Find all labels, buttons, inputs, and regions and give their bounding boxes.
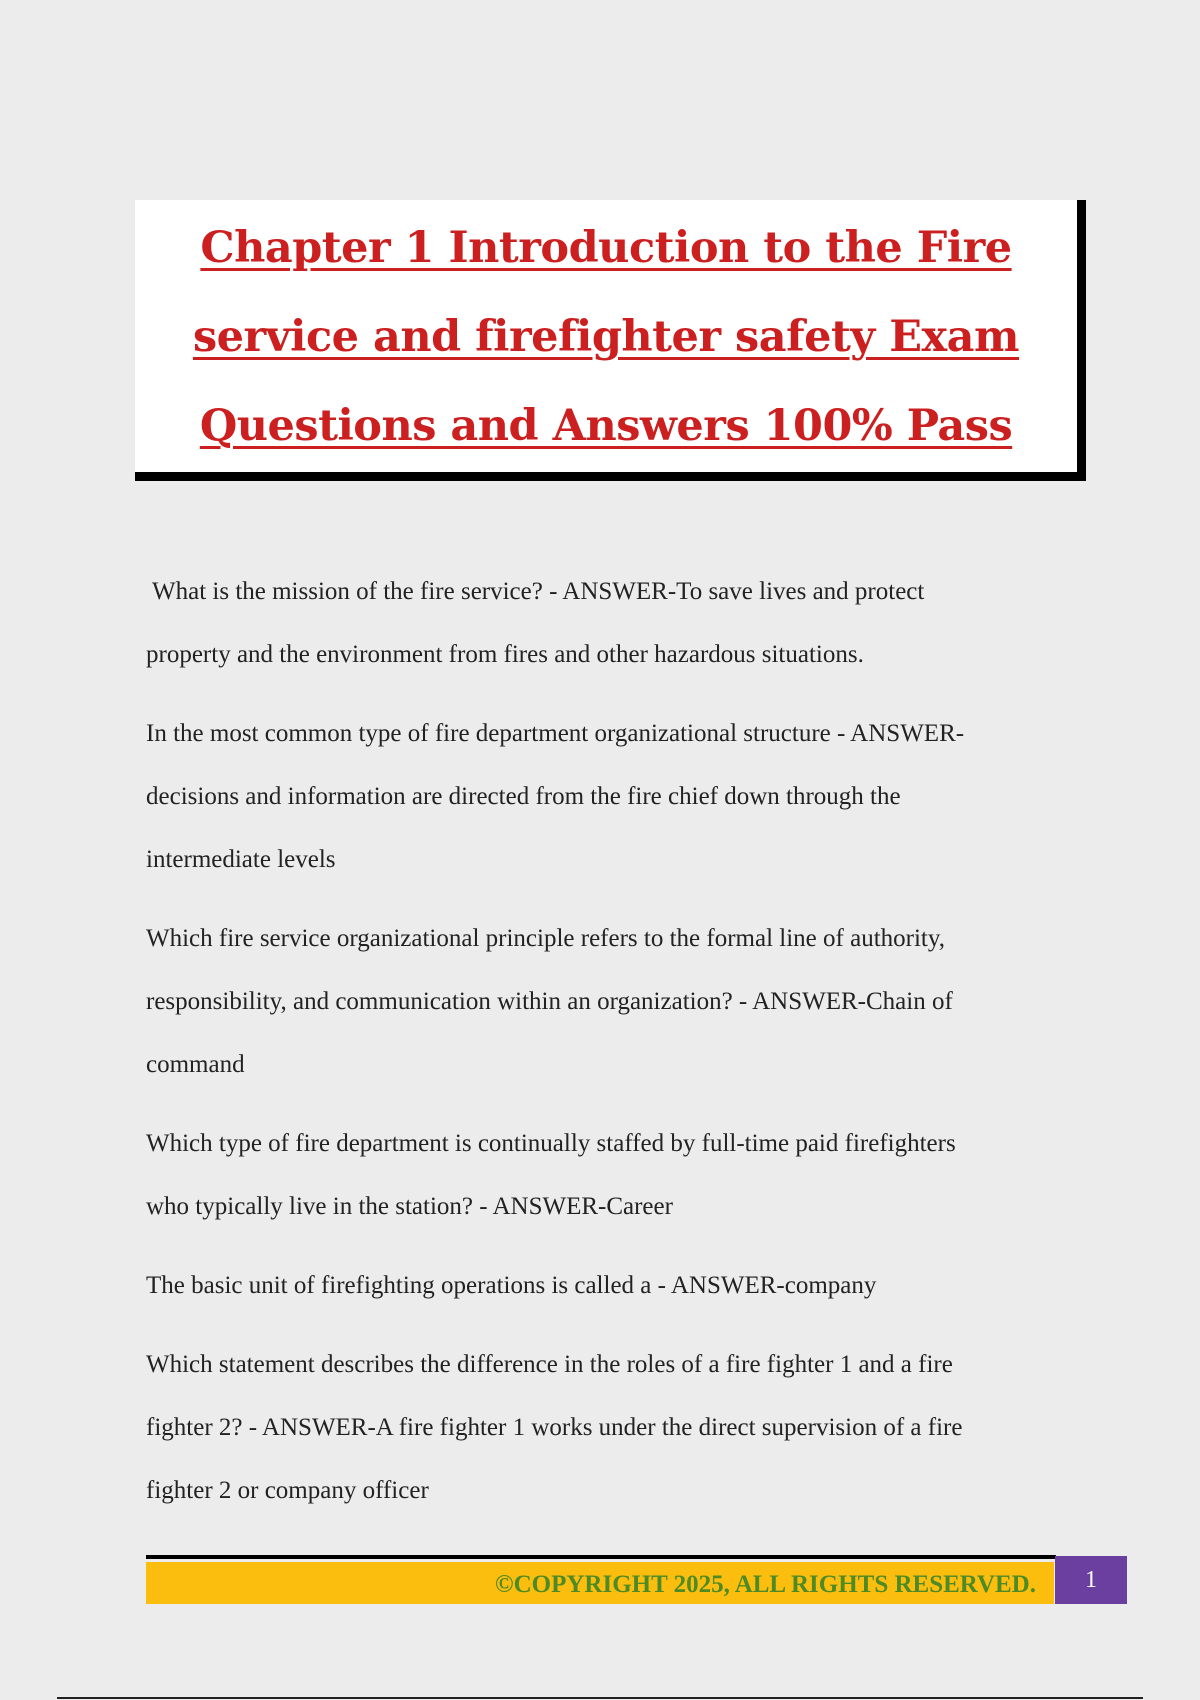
page-number: 1	[1055, 1556, 1127, 1604]
qa-text-line: command	[146, 1051, 245, 1078]
footer-bar	[146, 1562, 1054, 1604]
page-bottom-rule	[57, 1697, 1143, 1699]
qa-text-line: Which statement describes the difference in the roles of a fire fighter 1 and a fire	[146, 1351, 953, 1378]
qa-text-line: fighter 2 or company officer	[146, 1477, 429, 1504]
title-line-2: service and firefighter safety Exam	[192, 312, 1020, 362]
qa-item	[146, 907, 1076, 1096]
title-line-3: Questions and Answers 100% Pass	[199, 401, 1013, 451]
qa-list	[146, 560, 1076, 1538]
qa-item	[146, 560, 1076, 686]
qa-text-line: intermediate levels	[146, 846, 336, 873]
qa-item	[146, 1112, 1076, 1238]
qa-text-line: who typically live in the station? - ANSWER-Career	[146, 1193, 673, 1220]
document-title	[135, 200, 1077, 471]
qa-text-line: property and the environment from fires and other hazardous situations.	[146, 641, 864, 668]
qa-text-line: The basic unit of firefighting operations is called a - ANSWER-company	[146, 1272, 877, 1299]
qa-text-line: What is the mission of the fire service? - ANSWER-To save lives and protect	[152, 578, 925, 605]
qa-item	[146, 1254, 1076, 1317]
qa-item	[146, 1333, 1076, 1522]
qa-text-line: decisions and information are directed from the fire chief down through the	[146, 783, 901, 810]
footer-divider	[146, 1555, 1056, 1559]
title-box	[135, 200, 1086, 481]
qa-text-line: Which fire service organizational principle refers to the formal line of authority,	[146, 925, 945, 952]
copyright-notice: ©COPYRIGHT 2025, ALL RIGHTS RESERVED.	[494, 1571, 1036, 1598]
qa-text-line: responsibility, and communication within an organization? - ANSWER-Chain of	[146, 988, 953, 1015]
title-line-1: Chapter 1 Introduction to the Fire	[200, 223, 1012, 273]
qa-text-line: Which type of fire department is continually staffed by full-time paid firefighters	[146, 1130, 956, 1157]
qa-text-line: In the most common type of fire department organizational structure - ANSWER-	[146, 720, 965, 747]
qa-text-line: fighter 2? - ANSWER-A fire fighter 1 works under the direct supervision of a fire	[146, 1414, 963, 1441]
qa-item	[146, 702, 1076, 891]
